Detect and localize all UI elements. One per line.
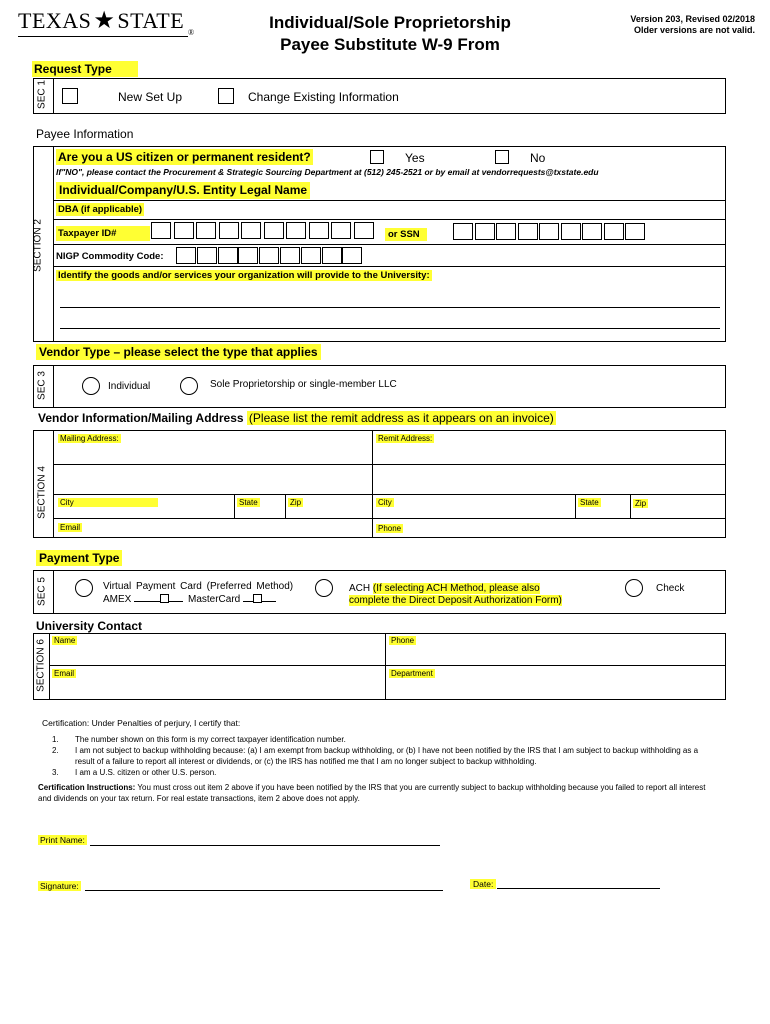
zip-left-label: Zip bbox=[290, 498, 302, 507]
ssn-cell[interactable] bbox=[561, 223, 581, 240]
tin-line bbox=[53, 244, 726, 245]
city-left-label: City bbox=[58, 498, 158, 507]
sec4-side-label: SECTION 4 bbox=[36, 466, 48, 519]
virtual-card-radio[interactable] bbox=[75, 579, 93, 597]
certification-item-text: The number shown on this form is my correct taxpayer identification number. bbox=[75, 735, 346, 744]
date-label: Date: bbox=[470, 879, 496, 889]
dba-line bbox=[53, 219, 726, 220]
ach-radio[interactable] bbox=[315, 579, 333, 597]
nigp-cell[interactable] bbox=[238, 247, 258, 264]
mailing-address-label: Mailing Address: bbox=[60, 434, 119, 443]
certification-instructions: Certification Instructions: You must cross out item 2 above if you have been notified by the IRS that you are currently subject to backup withholding because you failed to report all interest and dividends on your tax return. For real estate transactions, item 2 above does not apply. bbox=[38, 783, 706, 803]
print-name-line[interactable] bbox=[90, 845, 440, 846]
sec1-divider bbox=[53, 78, 54, 114]
ssn-cell[interactable] bbox=[496, 223, 516, 240]
phone-label: Phone bbox=[378, 524, 402, 533]
certification-item-number: 3. bbox=[52, 768, 59, 777]
state-divider-right bbox=[575, 494, 576, 518]
sec4-heading bbox=[38, 411, 556, 425]
new-setup-label: New Set Up bbox=[118, 90, 183, 104]
contact-department-label: Department bbox=[391, 669, 433, 678]
nigp-cell[interactable] bbox=[176, 247, 196, 264]
amex-checkbox[interactable] bbox=[160, 594, 169, 603]
change-existing-label: Change Existing Information bbox=[248, 90, 399, 104]
new-setup-checkbox[interactable] bbox=[62, 88, 78, 104]
sec6-box bbox=[33, 633, 726, 700]
city-row-top bbox=[53, 494, 726, 495]
or-ssn-label: or SSN bbox=[385, 228, 427, 241]
citizen-yes-label: Yes bbox=[405, 151, 425, 165]
sec3-heading: Vendor Type – please select the type that applies bbox=[36, 344, 321, 360]
nigp-cell[interactable] bbox=[259, 247, 279, 264]
citizen-yes-checkbox[interactable] bbox=[370, 150, 384, 164]
sec2-side-label: SECTION 2 bbox=[32, 219, 44, 272]
sec6-heading: University Contact bbox=[36, 619, 143, 633]
mastercard-checkbox[interactable] bbox=[253, 594, 262, 603]
zip-right-label: Zip bbox=[635, 499, 647, 508]
nigp-line bbox=[53, 266, 726, 267]
sec2-heading: Payee Information bbox=[36, 127, 134, 141]
star-icon: ★ bbox=[93, 8, 116, 34]
sec5-divider bbox=[53, 570, 54, 614]
sole-prop-label: Sole Proprietorship or single-member LLC bbox=[210, 379, 397, 390]
contact-phone-label: Phone bbox=[391, 636, 415, 645]
citizen-question: Are you a US citizen or permanent resident? bbox=[58, 150, 311, 164]
contact-name-label: Name bbox=[54, 636, 76, 645]
legal-name-line bbox=[53, 200, 726, 201]
if-no-note: If"NO", please contact the Procurement & Strategic Sourcing Department at (512) 245-2521 or by email at vendorrequests@txstate.edu bbox=[56, 167, 599, 177]
change-existing-checkbox[interactable] bbox=[218, 88, 234, 104]
identify-line-1[interactable] bbox=[60, 307, 720, 308]
sec6-divider bbox=[49, 633, 50, 700]
contact-email-label: Email bbox=[54, 669, 75, 678]
sec4-heading-note: (Please list the remit address as it appears on an invoice) bbox=[248, 411, 554, 425]
email-label: Email bbox=[60, 523, 81, 532]
certification-item-text: I am a U.S. citizen or other U.S. person. bbox=[75, 768, 217, 777]
taxpayer-id-cell[interactable] bbox=[331, 222, 351, 239]
nigp-cell[interactable] bbox=[280, 247, 300, 264]
ach-label: ACH (If selecting ACH Method, please also complete the Direct Deposit Authorization Form) bbox=[349, 583, 562, 606]
sec1-side-label: SEC 1 bbox=[36, 80, 48, 109]
sec5-heading: Payment Type bbox=[36, 550, 122, 566]
date-line[interactable] bbox=[497, 888, 660, 889]
state-left-label: State bbox=[239, 498, 258, 507]
certification-item-number: 2. bbox=[52, 746, 59, 755]
ssn-cell[interactable] bbox=[539, 223, 559, 240]
nigp-cell[interactable] bbox=[218, 247, 238, 264]
logo-texas: TEXAS bbox=[18, 8, 92, 33]
ssn-cell[interactable] bbox=[453, 223, 473, 240]
amex-label: AMEX bbox=[103, 594, 183, 605]
zip-divider-left bbox=[285, 494, 286, 518]
sec4-heading-main: Vendor Information/Mailing Address bbox=[38, 411, 244, 425]
print-name-label: Print Name: bbox=[40, 835, 85, 845]
sec1-heading: Request Type bbox=[32, 61, 138, 77]
city-row-bottom bbox=[53, 518, 726, 519]
zip-divider-right bbox=[630, 494, 631, 518]
taxpayer-id-cell[interactable] bbox=[151, 222, 171, 239]
nigp-cell[interactable] bbox=[301, 247, 321, 264]
nigp-cell[interactable] bbox=[322, 247, 342, 264]
remit-address-label: Remit Address: bbox=[378, 434, 433, 443]
ssn-cell[interactable] bbox=[518, 223, 538, 240]
certification-intro: Certification: Under Penalties of perjury, I certify that: bbox=[42, 718, 241, 728]
city-right-label: City bbox=[378, 498, 392, 507]
virtual-card-label: Virtual Payment Card (Preferred Method) bbox=[103, 581, 294, 592]
signature-line[interactable] bbox=[85, 890, 443, 891]
check-label: Check bbox=[656, 583, 685, 594]
citizen-no-checkbox[interactable] bbox=[495, 150, 509, 164]
page-title: Individual/Sole Proprietorship Payee Substitute W-9 From bbox=[269, 13, 511, 54]
sec5-side-label: SEC 5 bbox=[36, 577, 48, 606]
nigp-label: NIGP Commodity Code: bbox=[56, 251, 164, 262]
nigp-cell[interactable] bbox=[342, 247, 362, 264]
taxpayer-id-cell[interactable] bbox=[286, 222, 306, 239]
taxpayer-id-cell[interactable] bbox=[196, 222, 216, 239]
logo-underline bbox=[18, 36, 188, 37]
sec4-middle-divider bbox=[372, 430, 373, 538]
mastercard-label: MasterCard bbox=[188, 594, 276, 605]
logo bbox=[18, 8, 193, 38]
sec4-box bbox=[33, 430, 726, 538]
sec3-side-label: SEC 3 bbox=[36, 371, 48, 400]
signature-label: Signature: bbox=[40, 881, 79, 891]
logo-state: STATE bbox=[117, 8, 185, 33]
individual-label: Individual bbox=[108, 381, 151, 392]
address-line bbox=[53, 464, 726, 465]
taxpayer-id-cell[interactable] bbox=[264, 222, 284, 239]
legal-name-label: Individual/Company/U.S. Entity Legal Name bbox=[56, 182, 310, 199]
certification-item bbox=[52, 767, 712, 778]
sec3-divider bbox=[53, 365, 54, 408]
sec4-divider bbox=[53, 430, 54, 538]
amex-blank[interactable] bbox=[134, 601, 160, 602]
ssn-cell[interactable] bbox=[625, 223, 645, 240]
certification-list bbox=[52, 734, 712, 778]
taxpayer-id-cell[interactable] bbox=[219, 222, 239, 239]
version-note: Version 203, Revised 02/2018 Older versions are not valid. bbox=[630, 14, 755, 35]
nigp-cell[interactable] bbox=[197, 247, 217, 264]
certification-item bbox=[52, 745, 712, 767]
ssn-cell[interactable] bbox=[475, 223, 495, 240]
taxpayer-id-cell[interactable] bbox=[174, 222, 194, 239]
sec6-side-label: SECTION 6 bbox=[35, 639, 47, 692]
registered-mark: ® bbox=[188, 28, 195, 37]
taxpayer-id-cell[interactable] bbox=[241, 222, 261, 239]
check-radio[interactable] bbox=[625, 579, 643, 597]
sec6-middle-divider bbox=[385, 633, 386, 700]
identify-label: Identify the goods and/or services your organization will provide to the University: bbox=[58, 270, 430, 281]
ssn-cell[interactable] bbox=[582, 223, 602, 240]
sec6-row-line bbox=[49, 665, 726, 666]
taxpayer-id-label: Taxpayer ID# bbox=[56, 226, 150, 241]
mastercard-blank[interactable] bbox=[243, 601, 253, 602]
identify-line-2[interactable] bbox=[60, 328, 720, 329]
dba-label: DBA (if applicable) bbox=[58, 204, 143, 215]
taxpayer-id-cell[interactable] bbox=[354, 222, 374, 239]
citizen-no-label: No bbox=[530, 151, 546, 165]
state-divider-left bbox=[234, 494, 235, 518]
taxpayer-id-cell[interactable] bbox=[309, 222, 329, 239]
individual-radio[interactable] bbox=[82, 377, 100, 395]
certification-item-number: 1. bbox=[52, 735, 59, 744]
sole-prop-radio[interactable] bbox=[180, 377, 198, 395]
certification-item-text: I am not subject to backup withholding because: (a) I am exempt from backup withholding, or (b) I have not been notified by the IRS that I am subject to backup withholding as a result of a failure to report all interest or dividends, or (c) the IRS has notified me that I am no longer subject to backup withholding. bbox=[75, 746, 699, 766]
state-right-label: State bbox=[580, 498, 599, 507]
ssn-cell[interactable] bbox=[604, 223, 624, 240]
certification-item bbox=[52, 734, 712, 745]
